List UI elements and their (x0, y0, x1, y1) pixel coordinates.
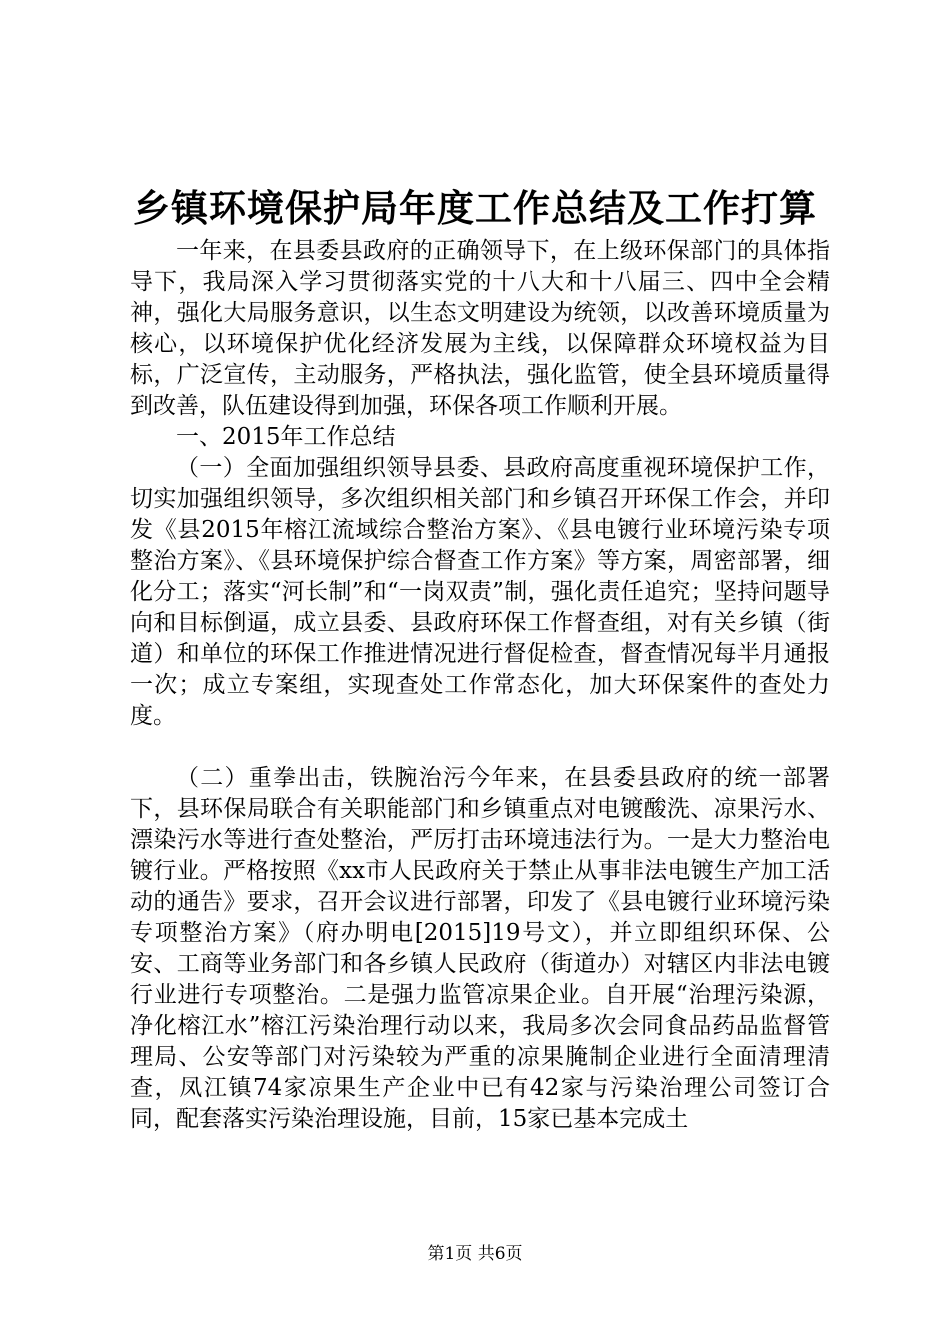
section-heading: 一、2015年工作总结 (176, 424, 396, 450)
subsection-1-paragraph: （一）全面加强组织领导县委、县政府高度重视环境保护工作，切实加强组织领导，多次组织相关部门和乡镇召开环保工作会，并印发《县2015年榕江流域综合整治方案》、《县电镀行业环境污染专项整治方案》、《县环境保护综合督查工作方案》等方案，周密部署，细化分工；落实“河长制”和“一岗双责”制，强化责任追究；坚持问题导向和目标倒逼，成立县委、县政府环保工作督查组，对有关乡镇（街道）和单位的环保工作推进情况进行督促检查，督查情况每半月通报一次；成立专案组，实现查处工作常态化，加大环保案件的查处力度。 (130, 455, 830, 729)
page-number-footer: 第1页 共6页 (427, 1244, 523, 1264)
document-body (130, 236, 830, 1135)
subsection-2-paragraph: （二）重拳出击，铁腕治污今年来，在县委县政府的统一部署下，县环保局联合有关职能部门和乡镇重点对电镀酸洗、凉果污水、漂染污水等进行查处整治，严厉打击环境违法行为。一是大力整治电镀行业。严格按照《xx市人民政府关于禁止从事非法电镀生产加工活动的通告》要求，召开会议进行部署，印发了《县电镀行业环境污染专项整治方案》（府办明电[2015]19号文），并立即组织环保、公安、工商等业务部门和各乡镇人民政府（街道办）对辖区内非法电镀行业进行专项整治。二是强力监管凉果企业。自开展“治理污染源，净化榕江水”榕江污染治理行动以来，我局多次会同食品药品监督管理局、公安等部门对污染较为严重的凉果腌制企业进行全面清理清查，凤江镇74家凉果生产企业中已有42家与污染治理公司签订合同，配套落实污染治理设施，目前，15家已基本完成土 (130, 765, 830, 1132)
intro-paragraph: 一年来，在县委县政府的正确领导下，在上级环保部门的具体指导下，我局深入学习贯彻落实党的十八大和十八届三、四中全会精神，强化大局服务意识，以生态文明建设为统领，以改善环境质量为核心，以环境保护优化经济发展为主线，以保障群众环境权益为目标，广泛宣传，主动服务，严格执法，强化监管，使全县环境质量得到改善，队伍建设得到加强，环保各项工作顺利开展。 (130, 238, 830, 419)
document-title: 乡镇环境保护局年度工作总结及工作打算 (133, 186, 817, 230)
